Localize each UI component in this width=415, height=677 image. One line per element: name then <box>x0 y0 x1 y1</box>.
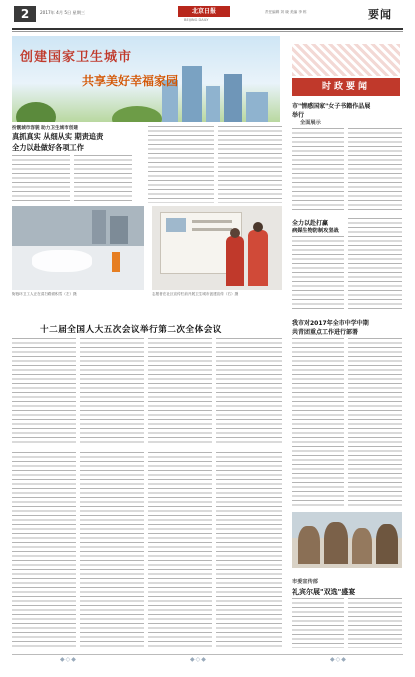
tree-shape <box>16 102 56 122</box>
article-text <box>80 338 144 446</box>
date-line: 2017年 4月 5日 星期三 <box>40 10 86 15</box>
building-shape <box>206 86 220 122</box>
main-story-title: 十二届全国人大五次会议举行第二次全体会议 <box>40 325 222 335</box>
photo-caption-2: 志愿者在社区宣传栏前开展卫生城市创建宣传（右）摄 <box>152 292 239 296</box>
page-number: 2 <box>14 6 36 22</box>
article-text <box>348 598 402 648</box>
sidebar-story1-kicker: 全面展示 <box>300 120 321 126</box>
lead-banner-image <box>12 36 280 122</box>
article-text <box>348 338 402 506</box>
article-text <box>216 452 282 648</box>
photo-volunteers <box>152 206 282 290</box>
sidebar-box-title: 时政要闻 <box>321 82 370 92</box>
article-text <box>348 128 402 212</box>
editor-credits: 责任编辑 刘 晓 美编 李 栋 <box>265 10 307 14</box>
article-text <box>74 155 132 203</box>
sidebar-story4-kicker: 市委宣传部 <box>292 579 318 585</box>
article-text <box>148 338 212 446</box>
lead-headline-1: 真抓真实 从细从实 期责追责 <box>12 132 104 141</box>
article-text <box>12 452 76 648</box>
lead-kicker: 扮靓城市容貌 助力卫生城市创建 <box>12 126 78 131</box>
sidebar-story4-title: 礼宾尔展"双选"盛宴 <box>292 588 356 596</box>
photo-street-cleaning <box>12 206 144 290</box>
building-shape <box>224 74 242 122</box>
masthead-subtitle: BEIJING DAILY <box>184 18 209 22</box>
sidebar-story1-title: 市"情感国家"女子书籍作品展 <box>292 103 371 110</box>
article-text <box>148 452 212 648</box>
sidebar-decor <box>292 44 400 76</box>
sidebar-story1-sub: 举行 <box>292 112 305 119</box>
sidebar-story3-sub: 共青团重点工作进行部署 <box>292 329 359 336</box>
tree-shape <box>112 106 162 122</box>
sidebar-story2-sub: 病媒生物防制攻坚战 <box>292 228 339 234</box>
footer-ornament: ◆◇◆ <box>330 656 347 663</box>
article-text <box>12 155 70 203</box>
footer-ornament: ◆◇◆ <box>60 656 77 663</box>
sidebar-story3-title: 我市对2017年全市中学中期 <box>292 320 369 327</box>
sidebar-story2-title: 全力以赴打赢 <box>292 220 329 227</box>
article-text <box>292 236 344 310</box>
article-text <box>218 126 282 203</box>
photo-sidebar <box>292 512 402 568</box>
header-rule <box>12 28 403 30</box>
article-text <box>348 218 402 310</box>
building-shape <box>246 92 268 122</box>
article-text <box>292 598 344 648</box>
article-text <box>216 338 282 446</box>
footer-ornament: ◆◇◆ <box>190 656 207 663</box>
article-text <box>292 338 344 506</box>
article-text <box>80 452 144 648</box>
masthead: 北京日报 <box>178 6 230 17</box>
photo-caption-1: 街巷环卫工人正在清扫路面积雪（左）摄 <box>12 292 77 296</box>
banner-line-2: 共享美好幸福家园 <box>82 74 179 88</box>
banner-line-1: 创建国家卫生城市 <box>20 50 133 65</box>
footer-rule <box>12 654 403 655</box>
article-text <box>12 338 76 446</box>
lead-headline-2: 全力以赴做好各项工作 <box>12 143 84 152</box>
article-text <box>148 126 214 203</box>
header-rule-thin <box>12 31 403 32</box>
section-title: 要闻 <box>368 8 392 21</box>
article-text <box>292 128 344 212</box>
building-shape <box>182 66 202 122</box>
